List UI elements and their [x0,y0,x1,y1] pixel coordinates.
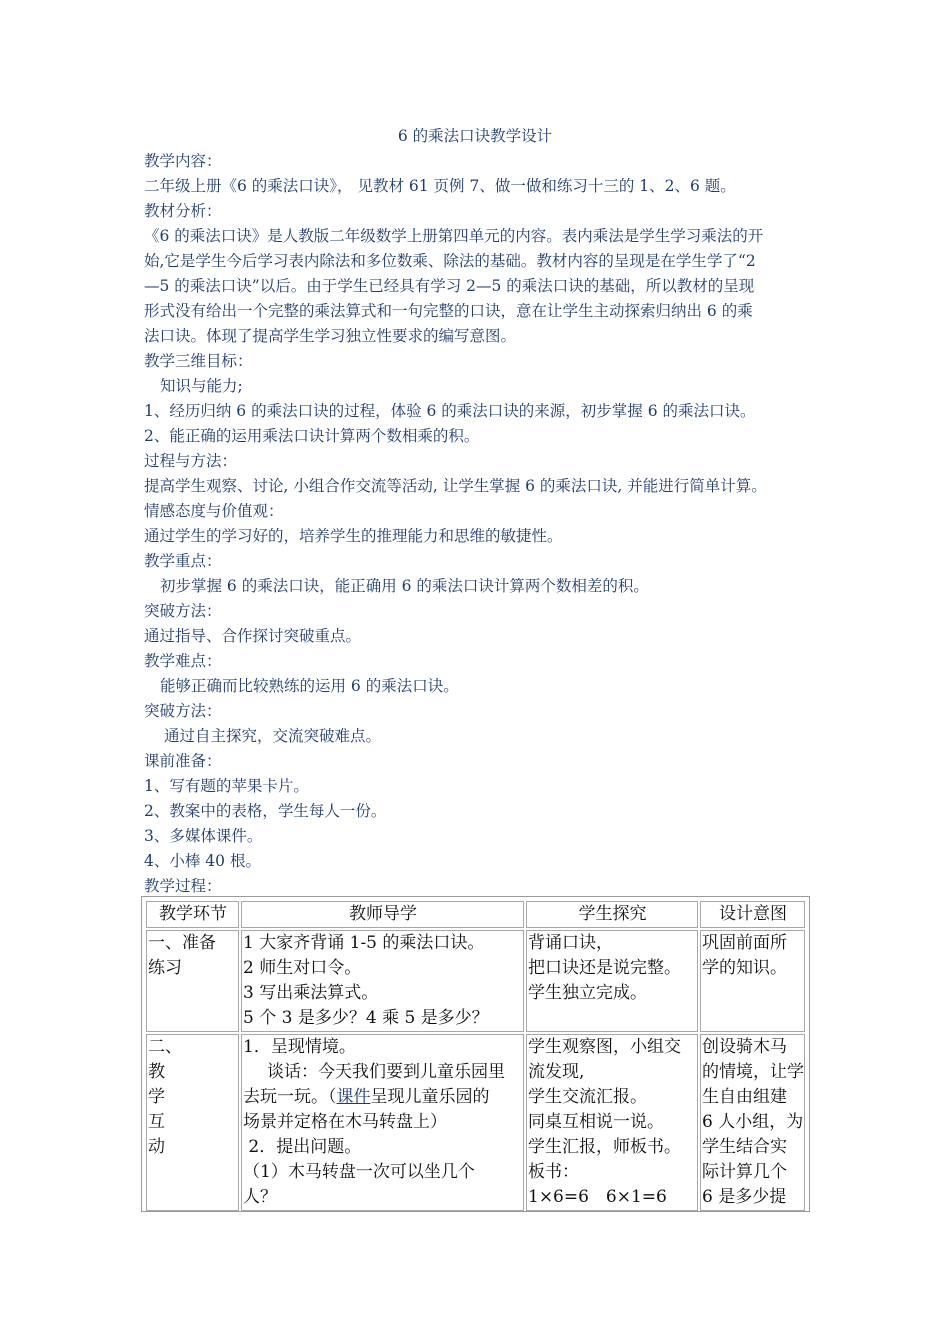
document-line: 通过学生的学习好的，培养学生的推理能力和思维的敏捷性。 [144,527,563,545]
cell-line: 学生独立完成。 [528,983,647,1003]
document-line: 突破方法： [144,602,222,620]
cell-line: 教 [148,1062,165,1082]
document-line: 通过指导、合作探讨突破重点。 [144,627,362,645]
table-row [146,930,805,1032]
document-line: 通过自主探究，交流突破难点。 [164,727,382,745]
document-line: 教材分析： [144,202,222,220]
document-title: 6 的乘法口诀教学设计 [397,127,553,145]
cell-line: 6 是多少提 [702,1187,787,1207]
cell-line: 练习 [148,958,182,978]
cell-line: 学生汇报，师板书。 [528,1137,681,1157]
cell-line: 2．提出问题。 [243,1137,362,1157]
cell-line: 巩固前面所 [702,933,787,953]
cell-stage [146,1034,239,1211]
cell-line: 创设骑木马 [702,1037,787,1057]
document-line: 提高学生观察、讨论, 小组合作交流等活动, 让学生掌握 6 的乘法口诀, 并能进行简单计算。 [144,477,767,495]
document-line: 始,它是学生今后学习表内除法和多位数乘、除法的基础。教材内容的呈现是在学生学了“2 [144,252,756,270]
cell-line: 人？ [243,1187,277,1207]
cell-line: 同桌互相说一说。 [528,1112,664,1132]
cell-line: 际计算几个 [702,1162,787,1182]
cell-line: 2 师生对口令。 [243,958,362,978]
document-line: 1、经历归纳 6 的乘法口诀的过程，体验 6 的乘法口诀的来源，初步掌握 6 的乘法口诀。 [144,402,756,420]
courseware-link[interactable]: 课件 [336,1087,371,1107]
document-line: 《6 的乘法口诀》是人教版二年级数学上册第四单元的内容。表内乘法是学生学习乘法的开 [144,227,764,245]
cell-text: 呈现儿童乐园的 [370,1087,490,1107]
cell-teacher [241,930,524,1032]
cell-line [243,1085,523,1110]
cell-line: 流发现, [528,1062,585,1082]
cell-line: （1）木马转盘一次可以坐几个 [243,1162,475,1182]
cell-line: 学 [148,1087,165,1107]
cell-line: 学生观察图，小组交 [528,1037,681,1057]
cell-student [526,930,698,1032]
document-body [144,149,812,899]
cell-line: 二、 [148,1037,182,1057]
cell-line: 3 写出乘法算式。 [243,983,379,1003]
header-design-intent: 设计意图 [700,901,805,928]
cell-line: 背诵口诀， [528,933,613,953]
document-line: 法口诀。体现了提高学生学习独立性要求的编写意图。 [144,327,517,345]
document-line: —5 的乘法口诀”以后。由于学生已经具有学习 2—5 的乘法口诀的基础，所以教材的呈现 [144,277,755,295]
header-stage: 教学环节 [146,901,239,928]
table-row [146,1034,805,1211]
cell-line: 1．呈现情境。 [243,1037,356,1057]
cell-line: 6 人小组，为 [702,1112,804,1132]
cell-line: 1×6=6 6×1=6 [528,1187,667,1207]
document-line: 能够正确而比较熟练的运用 6 的乘法口诀。 [160,677,459,695]
lesson-process-table [141,896,810,1212]
document-line: 情感态度与价值观： [144,502,284,520]
header-teacher-guide: 教师导学 [241,901,524,928]
cell-line: 互 [148,1112,165,1132]
cell-line: 学生结合实 [702,1137,787,1157]
cell-line: 学的知识。 [702,958,787,978]
table-header-row [146,901,805,928]
cell-line: 学生交流汇报。 [528,1087,647,1107]
document-line: 3、多媒体课件。 [144,827,263,845]
cell-intent [700,1034,805,1211]
cell-text: 去玩一玩。（ [243,1087,337,1107]
cell-stage [146,930,239,1032]
document-line: 初步掌握 6 的乘法口诀，能正确用 6 的乘法口诀计算两个数相差的积。 [160,577,649,595]
document-line: 教学过程： [144,877,222,895]
cell-line: 一、准备 [148,933,216,953]
document-line: 教学难点： [144,652,222,670]
document-line: 2、教案中的表格，学生每人一份。 [144,802,387,820]
document-line: 教学内容： [144,152,222,170]
cell-line: 把口诀还是说完整。 [528,958,681,978]
cell-intent [700,930,805,1032]
cell-student [526,1034,698,1211]
cell-line: 生自由组建 [702,1087,787,1107]
document-line: 二年级上册《6 的乘法口诀》， 见教材 61 页例 7、做一做和练习十三的 1、2、6 题。 [144,177,736,195]
document-line: 4、小棒 40 根。 [144,852,261,870]
process-table [144,899,807,1213]
cell-teacher [241,1034,524,1211]
cell-line: 谈话：今天我们要到儿童乐园里 [267,1062,505,1082]
cell-line: 动 [148,1137,165,1157]
cell-line: 的情境，让学 [702,1062,804,1082]
document-line: 教学三维目标： [144,352,253,370]
document-line: 突破方法： [144,702,222,720]
cell-line: 板书： [528,1162,579,1182]
cell-line: 5 个 3 是多少？4 乘 5 是多少？ [243,1008,489,1028]
document-line: 2、能正确的运用乘法口诀计算两个数相乘的积。 [144,427,480,445]
document-line: 形式没有给出一个完整的乘法算式和一句完整的口诀，意在让学生主动探索归纳出 6 的乘 [144,302,753,320]
document-line: 知识与能力; [160,377,243,395]
document-line: 课前准备： [144,752,222,770]
document-line: 1、写有题的苹果卡片。 [144,777,309,795]
document-line: 教学重点： [144,552,222,570]
document-line: 过程与方法： [144,452,238,470]
cell-line: 1 大家齐背诵 1-5 的乘法口诀。 [243,933,485,953]
header-student-explore: 学生探究 [526,901,698,928]
cell-line: 场景并定格在木马转盘上） [243,1112,447,1132]
